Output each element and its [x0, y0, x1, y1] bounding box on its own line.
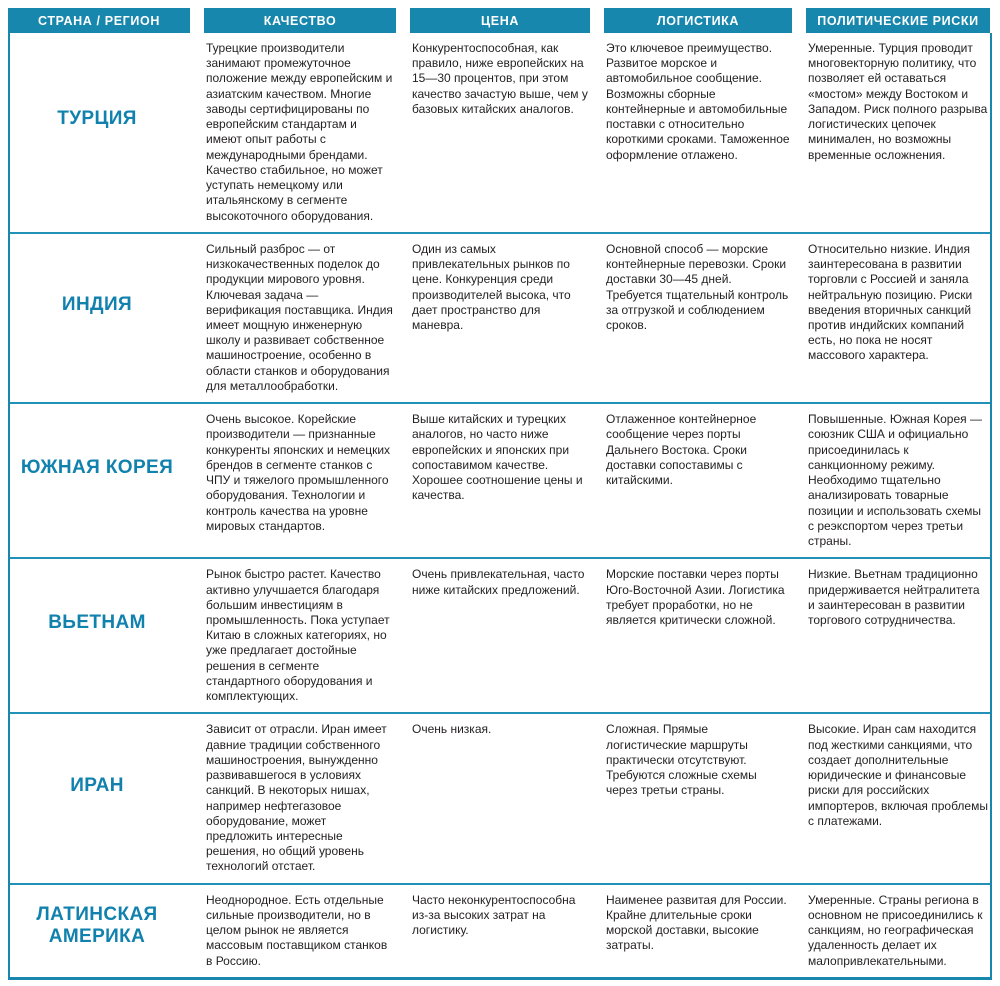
- quality-cell: Сильный разброс — от низкокачественных поделок до продукции мирового уровня. Ключевая задача — верификация поставщика. Индия имеет мощную инженерную школу и развивает собственное машиностроение, особенно в области станков и оборудования для металлообработки.: [206, 241, 393, 393]
- logistics-cell: Морские поставки через порты Юго-Восточной Азии. Логистика требует проработки, но не является критически сложной.: [606, 567, 785, 627]
- country-name: ЮЖНАЯ КОРЕЯ: [20, 456, 174, 478]
- risks-cell: Высокие. Иран сам находится под жесткими санкциями, что создает дополнительные юридические и финансовые риски для российских импортеров, включая проблемы с платежами.: [808, 722, 988, 828]
- table-row-turkey: [10, 33, 990, 232]
- quality-cell: Рынок быстро растет. Качество активно улучшается благодаря большим инвестициям в промышленность. Пока уступает Китаю в сложных категориях, но уже предлагает достойные решения в сегменте стандартного оборудования и комплектующих.: [206, 567, 390, 704]
- column-header-country: СТРАНА / РЕГИОН: [8, 8, 190, 33]
- risks-cell: Низкие. Вьетнам традиционно придерживается нейтралитета и заинтересован в развитии торгового сотрудничества.: [808, 567, 980, 627]
- quality-cell: Очень высокое. Корейские производители — признанные конкуренты японских и немецких брендов в сегменте станков с ЧПУ и тяжелого промышленного оборудования. Технологии и контроль качества на уровне мировых стандартов.: [206, 412, 391, 533]
- price-cell: Один из самых привлекательных рынков по цене. Конкуренция среди производителей высока, что дает пространство для маневра.: [412, 241, 571, 332]
- country-name: ИРАН: [70, 774, 124, 796]
- country-name: ИНДИЯ: [61, 294, 133, 316]
- table-header-row: [8, 8, 992, 33]
- table-row-south-korea: [10, 402, 990, 557]
- price-cell: Очень привлекательная, часто ниже китайских предложений.: [412, 567, 585, 597]
- risks-cell: Относительно низкие. Индия заинтересована в развитии торговли с Россией и заняла нейтральную позицию. Риски введения вторичных санкций против индийских компаний есть, но пока не носят массового характера.: [808, 241, 973, 363]
- country-name: ВЬЕТНАМ: [48, 611, 146, 633]
- logistics-cell: Наименее развитая для России. Крайне длительные сроки морской доставки, высокие затраты.: [606, 892, 787, 953]
- risks-cell: Умеренные. Турция проводит многовекторную политику, что позволяет ей оставаться «мостом» между Востоком и Западом. Риск полного разрыва логистических цепочек минимален, но возможны временные осложнения.: [808, 41, 988, 162]
- table-row-vietnam: [10, 557, 990, 712]
- risks-cell: Повышенные. Южная Корея — союзник США и официально присоединилась к санкционному режиму. Необходимо тщательно анализировать товарные позиции и использовать схемы с реэкспортом через третьи страны.: [808, 412, 982, 549]
- column-header-logistics: ЛОГИСТИКА: [604, 8, 792, 33]
- country-name: ТУРЦИЯ: [57, 108, 137, 130]
- column-header-political-risks: ПОЛИТИЧЕСКИЕ РИСКИ: [806, 8, 990, 33]
- price-cell: Выше китайских и турецких аналогов, но часто ниже европейских и японских при сопоставимом качестве. Хорошее соотношение цены и качества.: [412, 412, 583, 503]
- table-row-iran: [10, 712, 990, 882]
- logistics-cell: Отлаженное контейнерное сообщение через порты Дальнего Востока. Сроки доставки сопоставимы с китайскими.: [606, 412, 757, 488]
- country-name: ЛАТИНСКАЯ АМЕРИКА: [36, 903, 158, 947]
- risks-cell: Умеренные. Страны региона в основном не присоединились к санкциям, но географическая удаленность делает их малопривлекательными.: [808, 892, 983, 968]
- price-cell: Очень низкая.: [412, 722, 492, 737]
- logistics-cell: Основной способ — морские контейнерные перевозки. Сроки доставки 30—45 дней. Требуется тщательный контроль за отгрузкой и соблюдением сроков.: [606, 241, 789, 332]
- logistics-cell: Это ключевое преимущество. Развитое морское и автомобильное сообщение. Возможны сборные контейнерные и автомобильные поставки с относительно короткими сроками. Таможенное оформление отлажено.: [606, 41, 790, 162]
- price-cell: Часто неконкурентоспособна из-за высоких затрат на логистику.: [412, 892, 576, 938]
- quality-cell: Зависит от отрасли. Иран имеет давние традиции собственного машиностроения, вынужденно развивавшегося в условиях санкций. В некоторых нишах, например нефтегазовое оборудование, может предложить интересные решения, но общий уровень технологий отстает.: [206, 722, 387, 874]
- quality-cell: Неоднородное. Есть отдельные сильные производители, но в целом рынок не является массовым поставщиком станков в Россию.: [206, 892, 388, 968]
- table-row-india: [10, 232, 990, 402]
- price-cell: Конкурентоспособная, как правило, ниже европейских на 15—30 процентов, при этом качество зачастую выше, чем у базовых китайских аналогов.: [412, 41, 588, 116]
- quality-cell: Турецкие производители занимают промежуточное положение между европейским и азиатским качеством. Многие заводы сертифицированы по европейским стандартам и имеют опыт работы с международными брендами. Качество стабильное, но может уступать немецкому или итальянскому в сегменте высокоточного оборудования.: [206, 41, 393, 223]
- column-header-price: ЦЕНА: [410, 8, 590, 33]
- table-row-latin-america: [10, 883, 990, 977]
- table-body: [8, 33, 992, 980]
- column-header-quality: КАЧЕСТВО: [204, 8, 396, 33]
- logistics-cell: Сложная. Прямые логистические маршруты практически отсутствуют. Требуются сложные схемы через третьи страны.: [606, 722, 757, 798]
